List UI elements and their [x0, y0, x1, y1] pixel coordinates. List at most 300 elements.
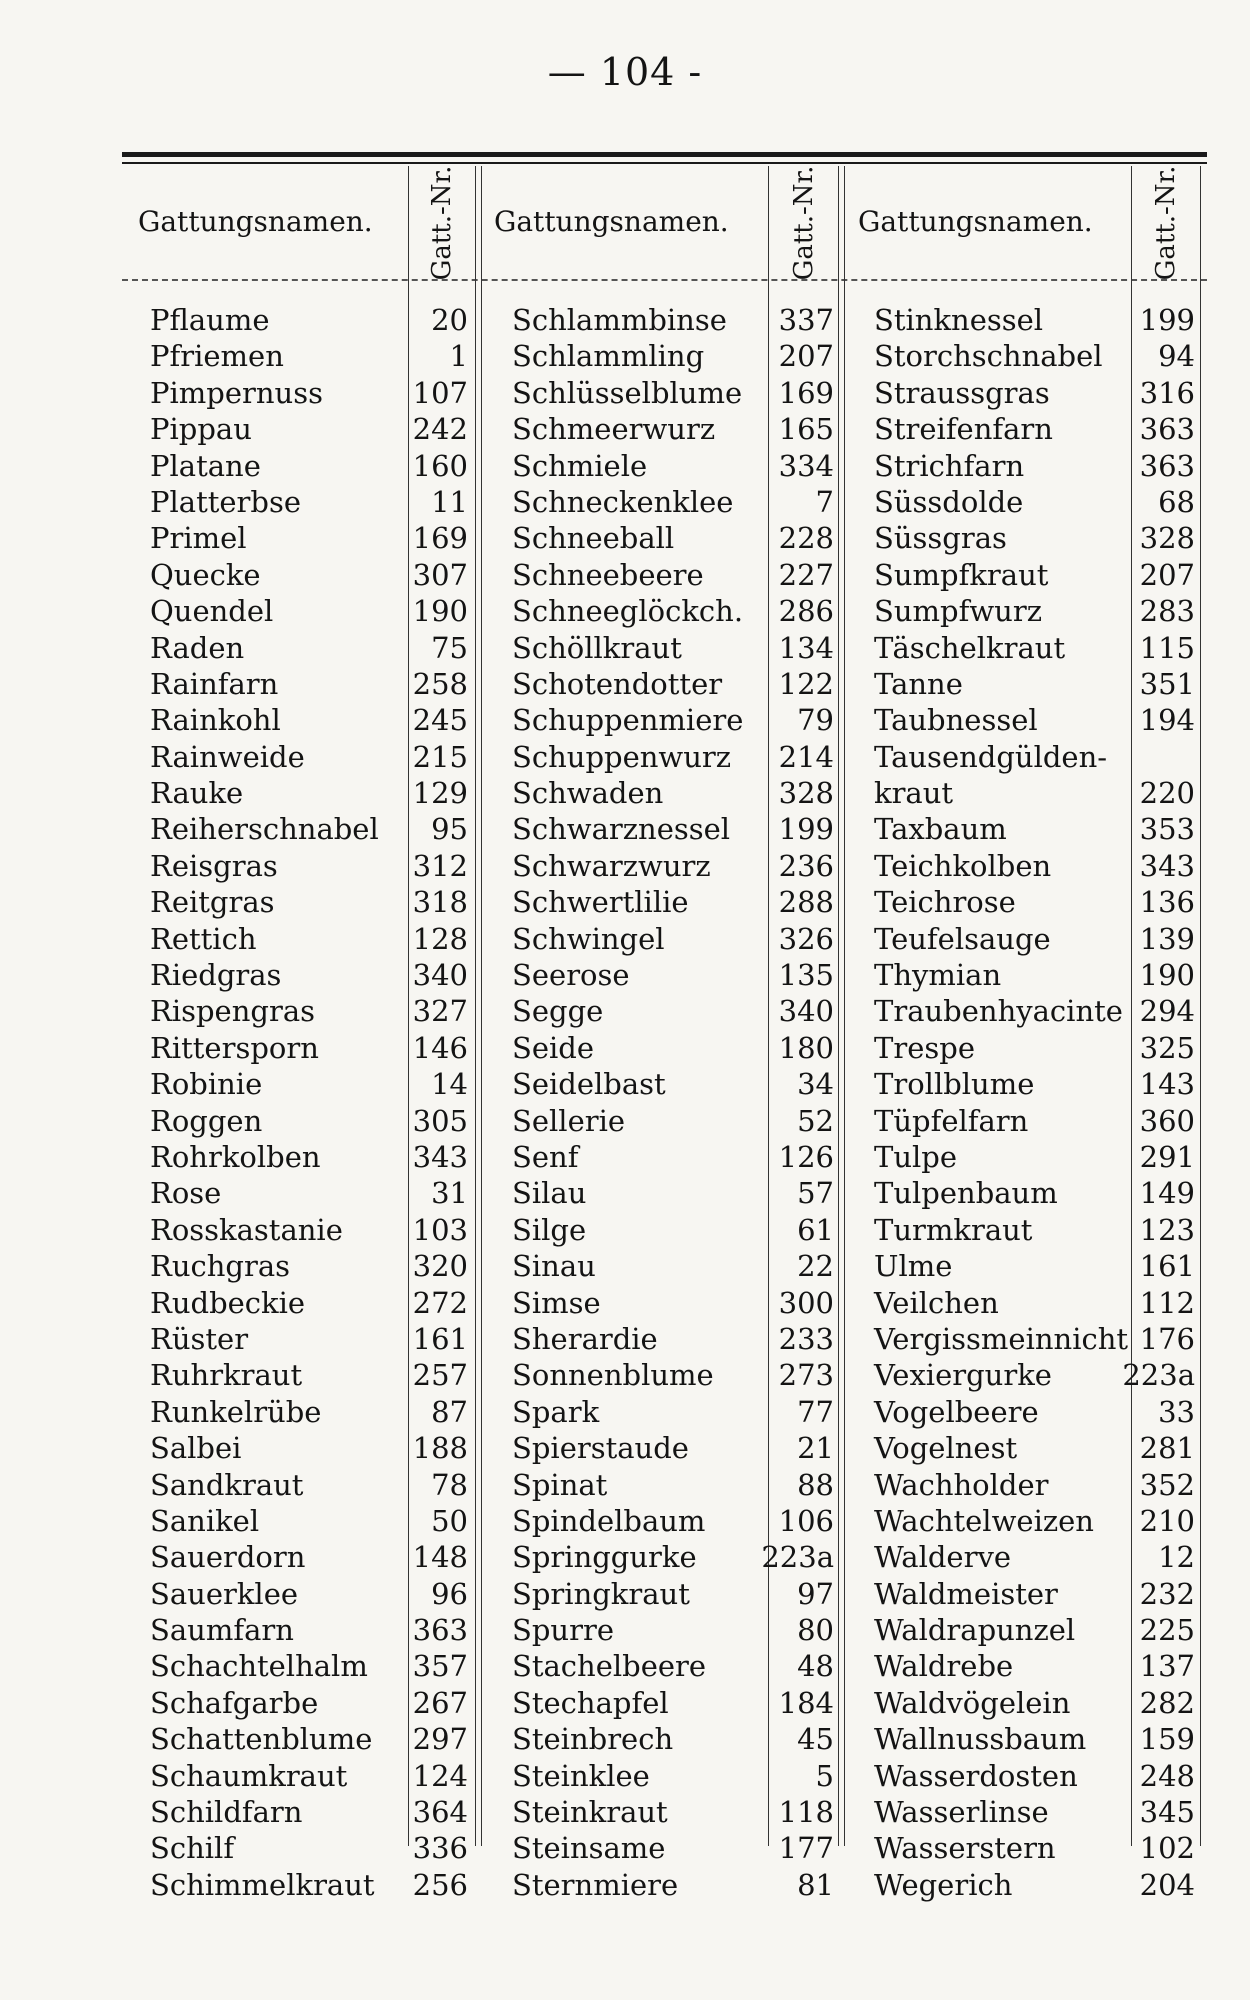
entry-number: 45	[797, 1722, 834, 1757]
entry-name: Saumfarn	[150, 1613, 294, 1648]
entry-number: 273	[778, 1358, 834, 1393]
index-entry	[512, 1285, 838, 1321]
index-entry	[874, 302, 1199, 338]
entry-name: Stinknessel	[874, 303, 1044, 337]
entry-number: 328	[1139, 521, 1195, 556]
entry-number: 188	[412, 1431, 468, 1466]
entry-name: Wachholder	[874, 1467, 1049, 1502]
entry-number: 291	[1139, 1139, 1195, 1174]
entry-number: 137	[1139, 1649, 1195, 1684]
entry-name: Turmkraut	[874, 1212, 1033, 1247]
entry-name: Reisgras	[150, 848, 278, 883]
index-entry	[874, 593, 1199, 629]
index-entry	[512, 520, 838, 556]
entry-name: Schimmelkraut	[150, 1867, 375, 1902]
entry-name: Schwingel	[512, 921, 665, 956]
index-entry	[150, 1103, 472, 1139]
entry-name: Seide	[512, 1030, 595, 1065]
index-entry	[512, 702, 838, 738]
index-entry	[150, 1430, 472, 1466]
column-divider	[1200, 166, 1201, 1846]
entry-name: Wasserstern	[874, 1831, 1056, 1866]
entry-number: 7	[815, 484, 834, 519]
entry-name: Süssgras	[874, 521, 1007, 556]
index-entry	[512, 811, 838, 847]
index-entry	[512, 1830, 838, 1866]
entry-name: Sherardie	[512, 1321, 658, 1356]
index-entry	[150, 666, 472, 702]
entry-number: 124	[412, 1758, 468, 1793]
index-entry	[874, 1321, 1199, 1357]
entry-name: Schöllkraut	[512, 630, 682, 665]
index-entry	[874, 1139, 1199, 1175]
index-entry	[874, 702, 1199, 738]
entry-number: 316	[1139, 375, 1195, 410]
index-entry	[150, 520, 472, 556]
entry-number: 340	[412, 958, 468, 993]
entry-name: Runkelrübe	[150, 1394, 322, 1429]
entry-number: 307	[412, 557, 468, 592]
entry-name: Schwertlilie	[512, 885, 689, 920]
index-entry	[512, 1721, 838, 1757]
entry-number: 75	[431, 630, 468, 665]
entry-number: 52	[797, 1103, 834, 1138]
entry-number: 297	[412, 1722, 468, 1757]
index-entry	[512, 1175, 838, 1211]
index-entry	[874, 1830, 1199, 1866]
index-entry	[512, 1758, 838, 1794]
entry-name: Rainfarn	[150, 666, 279, 701]
index-entry	[512, 957, 838, 993]
index-entry	[512, 1357, 838, 1393]
entry-name: Senf	[512, 1139, 579, 1174]
entry-number: 326	[778, 921, 834, 956]
entry-name: Pflaume	[150, 303, 270, 337]
entry-number: 194	[1139, 703, 1195, 738]
entry-number: 210	[1139, 1503, 1195, 1538]
entry-number: 115	[1139, 630, 1195, 665]
entry-name: Schneebeere	[512, 557, 704, 592]
entry-name: Rauke	[150, 776, 244, 811]
entry-number: 68	[1158, 484, 1195, 519]
entry-number: 363	[1139, 448, 1195, 483]
entry-number: 283	[1139, 594, 1195, 629]
entry-name: Schneckenklee	[512, 484, 734, 519]
index-entry	[874, 1212, 1199, 1248]
entry-number: 146	[412, 1030, 468, 1065]
entry-number: 12	[1158, 1540, 1195, 1575]
index-entry	[512, 1030, 838, 1066]
entry-name: Waldrapunzel	[874, 1613, 1076, 1648]
entry-number: 337	[778, 303, 834, 337]
entry-name: Segge	[512, 994, 604, 1029]
entry-number: 258	[412, 666, 468, 701]
entry-number: 176	[1139, 1321, 1195, 1356]
index-entry	[150, 557, 472, 593]
entry-name: Wachtelweizen	[874, 1503, 1094, 1538]
entry-number: 80	[797, 1613, 834, 1648]
entry-name: Sandkraut	[150, 1467, 304, 1502]
index-entry	[874, 1612, 1199, 1648]
entry-number: 177	[778, 1831, 834, 1866]
index-entry	[874, 630, 1199, 666]
index-entry	[874, 411, 1199, 447]
entry-number: 126	[778, 1139, 834, 1174]
entry-name: Platane	[150, 448, 261, 483]
entry-number: 318	[412, 885, 468, 920]
entry-name: Quendel	[150, 594, 274, 629]
entry-number: 22	[797, 1249, 834, 1284]
entry-name: Schneeglöckch.	[512, 594, 744, 629]
entry-name: Streifenfarn	[874, 412, 1053, 447]
index-entry	[874, 993, 1199, 1029]
entry-name: Springgurke	[512, 1540, 697, 1575]
entry-name: Riedgras	[150, 958, 282, 993]
entry-number: 312	[412, 848, 468, 883]
entry-name: Rose	[150, 1176, 222, 1211]
entry-name: Spark	[512, 1394, 600, 1429]
index-entry	[150, 1467, 472, 1503]
header-rule	[122, 279, 1207, 281]
index-entry	[150, 1175, 472, 1211]
entry-name: Stachelbeere	[512, 1649, 707, 1684]
entry-name: Trespe	[874, 1030, 975, 1065]
index-entry	[150, 338, 472, 374]
entry-name: Sumpfwurz	[874, 594, 1042, 629]
entry-name: Sauerdorn	[150, 1540, 306, 1575]
entry-name: Straussgras	[874, 375, 1050, 410]
entry-name: Tulpenbaum	[874, 1176, 1058, 1211]
entry-name: Rainkohl	[150, 703, 281, 738]
entry-name: Salbei	[150, 1431, 242, 1466]
entry-number: 357	[412, 1649, 468, 1684]
entry-number: 112	[1139, 1285, 1195, 1320]
header-number-2: Gatt.-Nr.	[789, 165, 819, 280]
entry-number: 364	[412, 1795, 468, 1830]
index-entry	[150, 739, 472, 775]
index-entry	[512, 338, 838, 374]
index-entry	[150, 411, 472, 447]
entry-name: Strichfarn	[874, 448, 1025, 483]
index-entry	[512, 411, 838, 447]
entry-name: Waldrebe	[874, 1649, 1014, 1684]
entry-name: Schildfarn	[150, 1795, 303, 1830]
index-entry	[150, 302, 472, 338]
entry-name: Raden	[150, 630, 245, 665]
entry-number: 343	[412, 1139, 468, 1174]
entry-number: 294	[1139, 994, 1195, 1029]
entry-number: 288	[778, 885, 834, 920]
entry-number: 190	[412, 594, 468, 629]
entry-number: 61	[797, 1212, 834, 1247]
index-entry	[512, 484, 838, 520]
index-entry	[512, 1539, 838, 1575]
column-divider	[844, 166, 845, 1846]
entry-number: 180	[778, 1030, 834, 1065]
entry-number: 79	[797, 703, 834, 738]
index-entry	[512, 1394, 838, 1430]
entry-name: Vergissmeinnicht	[874, 1321, 1129, 1356]
entry-number: 118	[778, 1795, 834, 1830]
index-entry	[874, 520, 1199, 556]
entry-number: 5	[815, 1758, 834, 1793]
index-entry	[874, 1867, 1199, 1903]
index-entry	[512, 1648, 838, 1684]
entry-number: 11	[431, 484, 468, 519]
entry-number: 33	[1158, 1394, 1195, 1429]
index-entry	[150, 702, 472, 738]
index-column-2	[512, 302, 838, 1903]
index-entry	[150, 1066, 472, 1102]
index-entry	[874, 1394, 1199, 1430]
index-entry	[150, 1357, 472, 1393]
entry-name: Sinau	[512, 1249, 596, 1284]
header-name-1: Gattungsnamen.	[138, 205, 373, 238]
entry-name: Wasserdosten	[874, 1758, 1078, 1793]
entry-name: Tüpfelfarn	[874, 1103, 1029, 1138]
entry-number: 228	[778, 521, 834, 556]
column-divider	[838, 166, 839, 1846]
index-entry	[512, 302, 838, 338]
entry-number: 204	[1139, 1867, 1195, 1902]
index-entry	[150, 1248, 472, 1284]
index-entry	[150, 1285, 472, 1321]
index-entry	[512, 1467, 838, 1503]
entry-number: 14	[431, 1067, 468, 1102]
entry-name: Seerose	[512, 958, 630, 993]
entry-number: 96	[431, 1576, 468, 1611]
entry-number: 160	[412, 448, 468, 483]
entry-name: Ulme	[874, 1249, 953, 1284]
index-entry	[150, 775, 472, 811]
entry-name: Robinie	[150, 1067, 263, 1102]
index-entry	[150, 957, 472, 993]
entry-number: 334	[778, 448, 834, 483]
index-entry	[150, 1394, 472, 1430]
index-entry	[874, 1503, 1199, 1539]
entry-number: 94	[1158, 339, 1195, 374]
entry-name: Taxbaum	[874, 812, 1007, 847]
index-entry	[874, 1248, 1199, 1284]
entry-name: Platterbse	[150, 484, 302, 519]
index-entry	[874, 338, 1199, 374]
index-entry	[150, 375, 472, 411]
entry-number: 184	[778, 1685, 834, 1720]
index-entry	[150, 1685, 472, 1721]
entry-name: Sauerklee	[150, 1576, 299, 1611]
index-entry	[150, 1758, 472, 1794]
entry-number: 102	[1139, 1831, 1195, 1866]
index-entry	[512, 739, 838, 775]
entry-number: 148	[412, 1540, 468, 1575]
header-number-3: Gatt.-Nr.	[1151, 165, 1181, 280]
index-entry	[874, 1357, 1199, 1393]
index-entry	[874, 957, 1199, 993]
header-name-3: Gattungsnamen.	[858, 205, 1093, 238]
header-number-1: Gatt.-Nr.	[427, 165, 457, 280]
index-entry	[150, 1721, 472, 1757]
entry-name: Schwaden	[512, 776, 664, 811]
entry-name: Süssdolde	[874, 484, 1024, 519]
entry-number: 106	[778, 1503, 834, 1538]
entry-name: Tulpe	[874, 1139, 958, 1174]
entry-number: 223a	[761, 1540, 834, 1575]
entry-name: Silge	[512, 1212, 587, 1247]
entry-number: 128	[412, 921, 468, 956]
entry-name: Walderve	[874, 1540, 1011, 1575]
entry-number: 78	[431, 1467, 468, 1502]
index-entry	[512, 1248, 838, 1284]
entry-name: Steinkraut	[512, 1795, 668, 1830]
index-entry	[512, 884, 838, 920]
index-entry	[512, 1794, 838, 1830]
index-entry	[150, 1576, 472, 1612]
entry-number: 305	[412, 1103, 468, 1138]
index-entry	[150, 448, 472, 484]
entry-name: Pippau	[150, 412, 252, 447]
index-entry	[150, 593, 472, 629]
entry-name: Storchschnabel	[874, 339, 1103, 374]
entry-number: 256	[412, 1867, 468, 1902]
entry-number: 107	[412, 375, 468, 410]
index-entry	[512, 921, 838, 957]
entry-number: 81	[797, 1867, 834, 1902]
entry-number: 214	[778, 739, 834, 774]
index-entry	[512, 1321, 838, 1357]
entry-number: 245	[412, 703, 468, 738]
index-entry	[874, 484, 1199, 520]
index-entry	[150, 1321, 472, 1357]
entry-number: 123	[1139, 1212, 1195, 1247]
entry-name: Spinat	[512, 1467, 608, 1502]
index-column-1	[150, 302, 472, 1903]
index-entry	[150, 921, 472, 957]
entry-name: Pfriemen	[150, 339, 284, 374]
entry-name: Tanne	[874, 666, 963, 701]
entry-number: 169	[778, 375, 834, 410]
entry-name: Traubenhyacinte	[874, 994, 1123, 1029]
index-entry	[512, 375, 838, 411]
entry-name: Schlammbinse	[512, 303, 727, 337]
index-entry	[874, 1467, 1199, 1503]
entry-name: Reitgras	[150, 885, 275, 920]
entry-name: Thymian	[874, 958, 1002, 993]
index-entry	[150, 884, 472, 920]
index-entry	[512, 1430, 838, 1466]
entry-number: 88	[797, 1467, 834, 1502]
entry-name: Steinbrech	[512, 1722, 674, 1757]
index-entry	[150, 848, 472, 884]
entry-name: Schotendotter	[512, 666, 723, 701]
entry-number: 300	[778, 1285, 834, 1320]
index-entry	[874, 1685, 1199, 1721]
entry-number: 135	[778, 958, 834, 993]
index-entry	[874, 375, 1199, 411]
entry-name: Rettich	[150, 921, 257, 956]
index-entry	[150, 1503, 472, 1539]
entry-name: Steinklee	[512, 1758, 650, 1793]
index-column-3	[874, 302, 1199, 1903]
index-entry	[874, 557, 1199, 593]
entry-name: Spierstaude	[512, 1431, 689, 1466]
entry-number: 225	[1139, 1613, 1195, 1648]
entry-name: Schwarznessel	[512, 812, 731, 847]
entry-number: 223a	[1122, 1358, 1195, 1393]
entry-number: 97	[797, 1576, 834, 1611]
entry-number: 351	[1139, 666, 1195, 701]
entry-name: Silau	[512, 1176, 587, 1211]
index-entry	[512, 557, 838, 593]
entry-name: Springkraut	[512, 1576, 690, 1611]
entry-number: 21	[797, 1431, 834, 1466]
entry-name: Rudbeckie	[150, 1285, 306, 1320]
entry-name: Roggen	[150, 1103, 263, 1138]
entry-name: Spurre	[512, 1613, 614, 1648]
entry-number: 165	[778, 412, 834, 447]
index-entry	[512, 1103, 838, 1139]
entry-number: 352	[1139, 1467, 1195, 1502]
index-entry	[150, 1648, 472, 1684]
index-entry	[874, 1721, 1199, 1757]
entry-name: Schmiele	[512, 448, 648, 483]
index-entry	[512, 1212, 838, 1248]
index-entry	[512, 1685, 838, 1721]
entry-name: Waldmeister	[874, 1576, 1058, 1611]
entry-name: Taubnessel	[874, 703, 1038, 738]
entry-number: 50	[431, 1503, 468, 1538]
entry-number: 336	[412, 1831, 468, 1866]
entry-number: 143	[1139, 1067, 1195, 1102]
index-entry	[874, 811, 1199, 847]
entry-number: 77	[797, 1394, 834, 1429]
entry-number: 282	[1139, 1685, 1195, 1720]
entry-number: 227	[778, 557, 834, 592]
entry-name: Veilchen	[874, 1285, 999, 1320]
entry-number: 20	[431, 303, 468, 337]
entry-number: 267	[412, 1685, 468, 1720]
index-entry	[512, 630, 838, 666]
entry-number: 207	[1139, 557, 1195, 592]
entry-name: Schneeball	[512, 521, 675, 556]
index-entry	[874, 448, 1199, 484]
index-entry	[512, 1139, 838, 1175]
entry-name: Ruchgras	[150, 1249, 291, 1284]
entry-name: Trollblume	[874, 1067, 1035, 1102]
entry-number: 233	[778, 1321, 834, 1356]
entry-name: Teufelsauge	[874, 921, 1051, 956]
entry-number: 190	[1139, 958, 1195, 993]
index-entry	[874, 1648, 1199, 1684]
index-entry	[150, 1030, 472, 1066]
entry-number: 31	[431, 1176, 468, 1211]
entry-number: 340	[778, 994, 834, 1029]
index-entry	[150, 1830, 472, 1866]
index-entry	[512, 1576, 838, 1612]
entry-name: Schattenblume	[150, 1722, 373, 1757]
top-rule-thin	[122, 162, 1207, 164]
entry-number: 149	[1139, 1176, 1195, 1211]
entry-name: Vogelnest	[874, 1431, 1018, 1466]
index-entry	[512, 775, 838, 811]
index-entry	[874, 921, 1199, 957]
entry-name: Vexiergurke	[874, 1358, 1052, 1393]
entry-name: Rüster	[150, 1321, 249, 1356]
index-entry	[150, 1794, 472, 1830]
entry-number: 161	[412, 1321, 468, 1356]
index-entry	[874, 1576, 1199, 1612]
entry-number: 159	[1139, 1722, 1195, 1757]
entry-name: Schaumkraut	[150, 1758, 348, 1793]
